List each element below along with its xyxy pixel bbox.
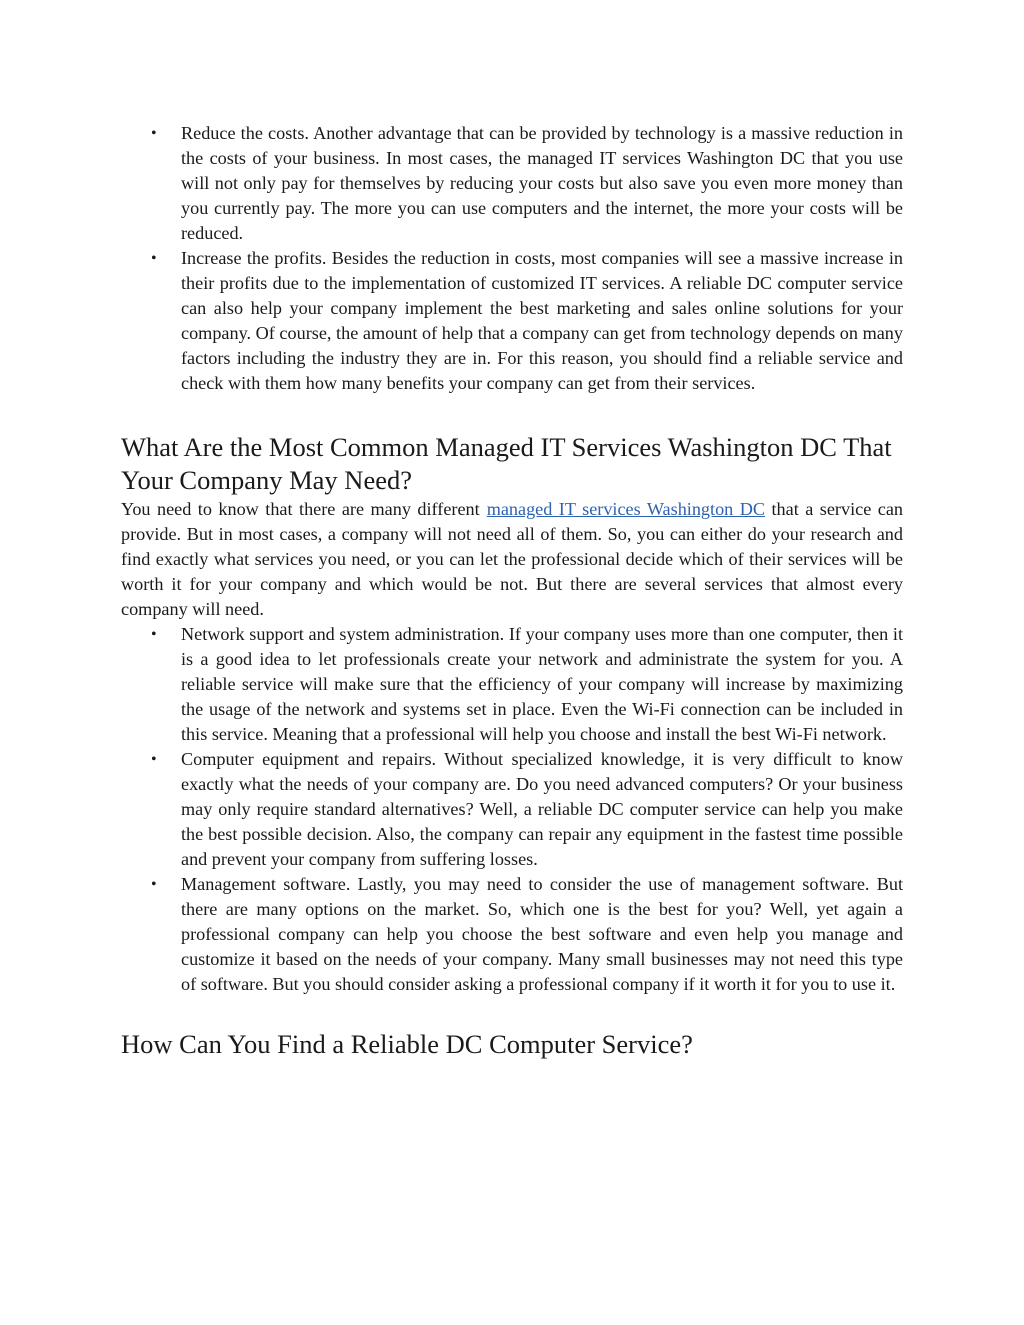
- section-heading-find-service: How Can You Find a Reliable DC Computer Service?: [121, 1029, 693, 1059]
- document-page: [121, 121, 903, 1061]
- list-item: [121, 246, 903, 396]
- intro-paragraph: [121, 497, 903, 622]
- bullet-icon: •: [151, 876, 157, 893]
- list-item: [121, 747, 903, 872]
- bullet-icon: •: [151, 125, 157, 142]
- benefits-list: [121, 121, 903, 396]
- list-item-text: Reduce the costs. Another advantage that can be provided by technology is a massive reduction in the costs of your business. In most cases, the managed IT services Washington DC that you use will not only pay for themselves by reducing your costs but also save you even more money than you currently pay. The more you can use computers and the internet, the more your costs will be reduced.: [181, 123, 903, 243]
- bullet-icon: •: [151, 626, 157, 643]
- list-item-text: Network support and system administration. If your company uses more than one computer, then it is a good idea to let professionals create your network and administrate the system for you. A reliable service will make sure that the efficiency of your company will increase by maximizing the usage of the network and systems set in place. Even the Wi-Fi connection can be included in this service. Meaning that a professional will help you choose and install the best Wi-Fi network.: [181, 624, 903, 744]
- managed-it-services-link[interactable]: managed IT services Washington DC: [486, 499, 766, 519]
- section-heading-common-services: What Are the Most Common Managed IT Services Washington DC That Your Company May Need?: [121, 432, 892, 495]
- list-item-text: Computer equipment and repairs. Without specialized knowledge, it is very difficult to know exactly what the needs of your company are. Do you need advanced computers? Or your business may only require standard alternatives? Well, a reliable DC computer service can help you make the best possible decision. Also, the company can repair any equipment in the fastest time possible and prevent your company from suffering losses.: [181, 749, 903, 869]
- services-list: [121, 622, 903, 997]
- list-item-text: Management software. Lastly, you may need to consider the use of management software. But there are many options on the market. So, which one is the best for you? Well, yet again a professional company can help you choose the best software and even help you manage and customize it based on the needs of your company. Many small businesses may not need this type of software. But you should consider asking a professional company if it worth it for you to use it.: [181, 874, 903, 994]
- list-item: [121, 121, 903, 246]
- bullet-icon: •: [151, 751, 157, 768]
- paragraph-text-end: that a service can provide. But in most cases, a company will not need all of them. So, you can either do your research and find exactly what services you need, or you can let the professional decide which of their services will be worth it for your company and which would be not. But there are several services that almost every company will need.: [121, 499, 903, 619]
- list-item-text: Increase the profits. Besides the reduction in costs, most companies will see a massive increase in their profits due to the implementation of customized IT services. A reliable DC computer service can also help your company implement the best marketing and sales online solutions for your company. Of course, the amount of help that a company can get from technology depends on many factors including the industry they are in. For this reason, you should find a reliable service and check with them how many benefits your company can get from their services.: [181, 248, 903, 393]
- list-item: [121, 622, 903, 747]
- list-item: [121, 872, 903, 997]
- bullet-icon: •: [151, 250, 157, 267]
- paragraph-text-start: You need to know that there are many different: [121, 499, 480, 519]
